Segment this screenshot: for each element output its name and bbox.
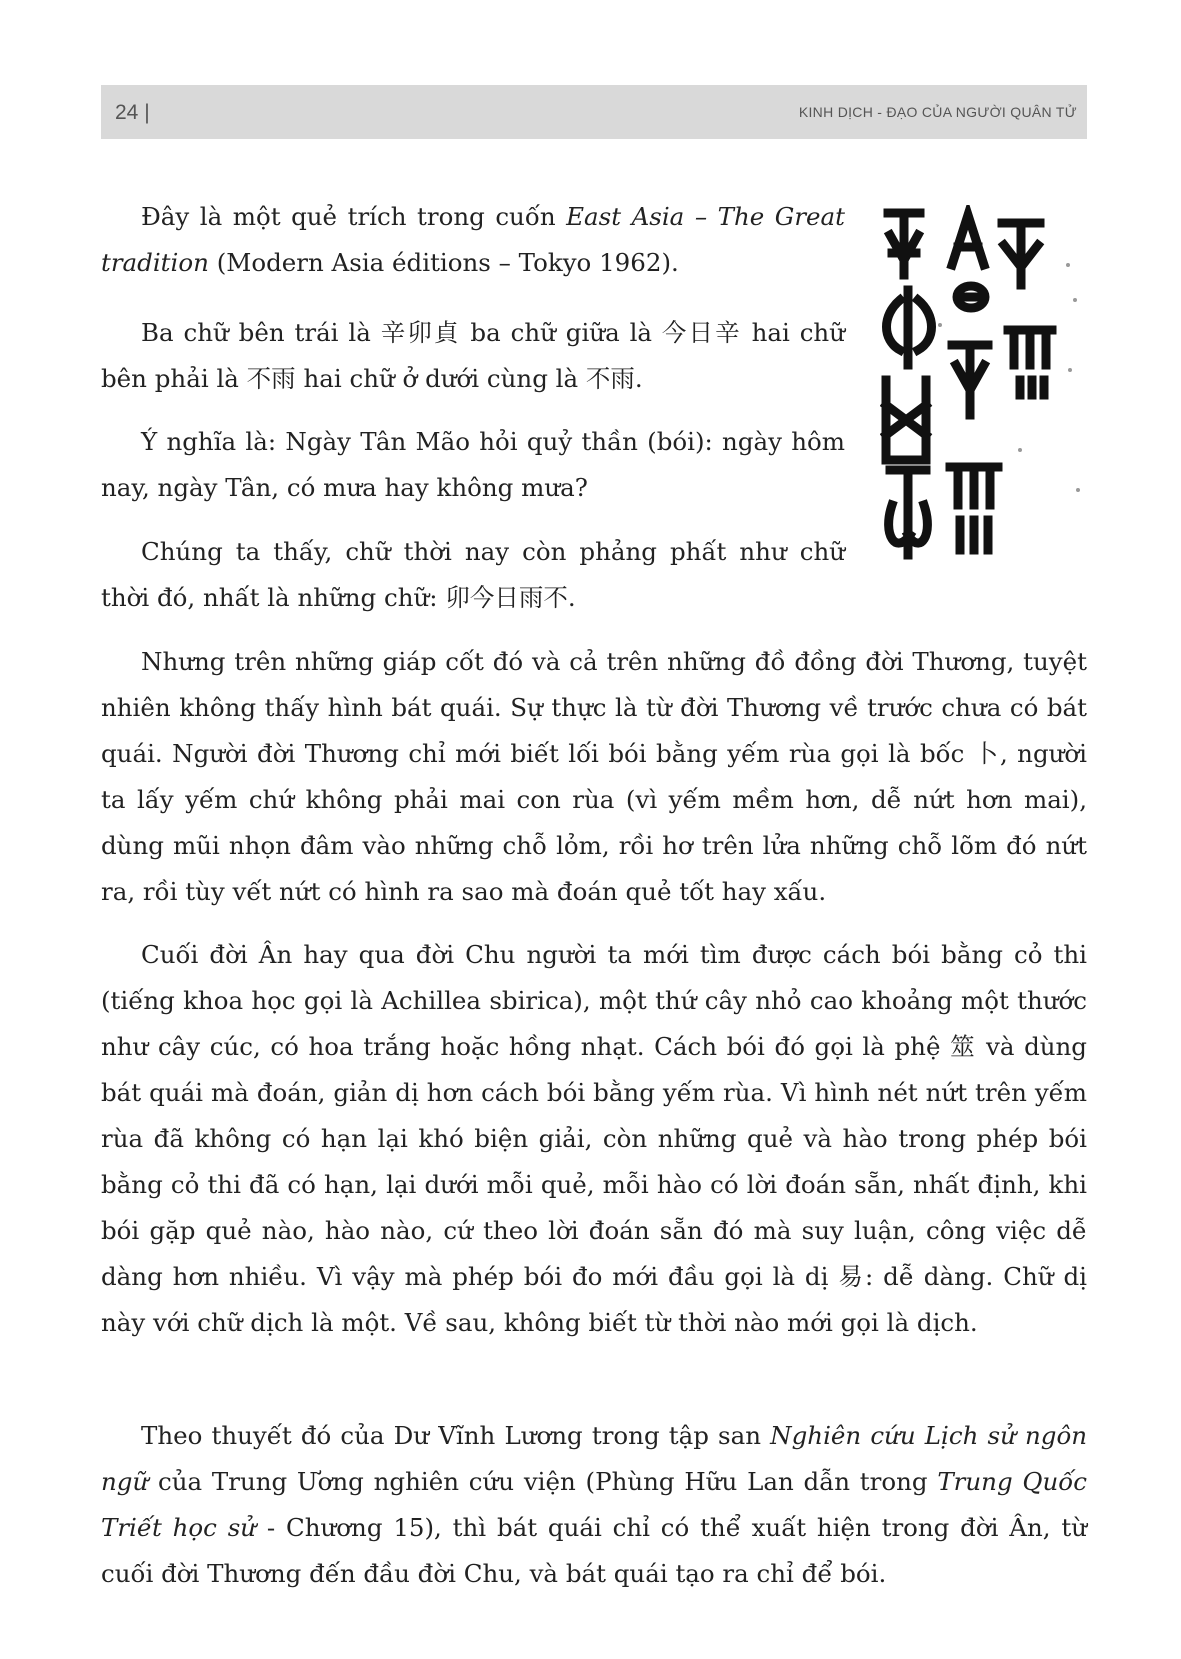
paragraph-4 — [101, 529, 845, 621]
running-header — [101, 85, 1087, 139]
paragraph-1 — [101, 194, 845, 286]
page-number: 24 | — [115, 101, 150, 124]
paragraph-7 — [101, 1413, 1087, 1597]
p3-text: Ý nghĩa là: Ngày Tân Mão hỏi quỷ thần (bói): ngày hôm nay, ngày Tân, có mưa hay không mưa? — [101, 427, 845, 502]
p2-text: Ba chữ bên trái là 辛卯貞 ba chữ giữa là 今日辛 hai chữ bên phải là 不雨 hai chữ ở dưới cùng là 不雨. — [101, 318, 845, 393]
oracle-glyph-mao — [887, 290, 932, 365]
p1-book-title: East Asia – The Great tradition — [101, 202, 846, 277]
p7-text-a: Theo thuyết đó của Dư Vĩnh Lương trong tập san — [141, 1421, 771, 1450]
p4-text: Chúng ta thấy, chữ thời nay còn phảng phất như chữ thời đó, nhất là những chữ: 卯今日雨不. — [101, 537, 845, 612]
oracle-glyph-bu — [1002, 223, 1040, 285]
running-title: KINH DỊCH - ĐẠO CỦA NGƯỜI QUÂN TỬ — [798, 104, 1077, 120]
p1-text-a: Đây là một quẻ trích trong cuốn — [141, 202, 567, 231]
p7-book-title: Trung Quốc Triết học sử — [101, 1467, 1087, 1542]
p6-text: Cuối đời Ân hay qua đời Chu người ta mới tìm được cách bói bằng cỏ thi (tiếng khoa học gọi là Achillea sbirica), một thứ cây nhỏ cao khoảng một thước như cây cúc, có hoa trắng hoặc hồng nhạt. Cách bói đó gọi là phệ 筮 và dùng bát quái mà đoán, giản dị hơn cách bói bằng yếm rùa. Vì hình nét nứt trên yếm rùa đã không có hạn lại khó biện giải, còn những quẻ và hào trong phép bói bằng cỏ thi đã có hạn, lại dưới mỗi quẻ, mỗi hào có lời đoán sẵn, nhất định, khi bói gặp quẻ nào, hào nào, cứ theo lời đoán sẵn đó mà suy luận, công việc dễ dàng hơn nhiều. Vì vậy mà phép bói đo mới đầu gọi là dị 易: dễ dàng. Chữ dị này với chữ dịch là một. Về sau, không biết từ thời nào mới gọi là dịch. — [101, 940, 1087, 1337]
oracle-glyph-xin-2 — [952, 345, 988, 415]
oracle-glyph-xin — [888, 213, 920, 275]
paragraph-3 — [101, 419, 845, 511]
oracle-glyph-jin — [952, 215, 984, 265]
p7-text-e: - Chương 15), thì bát quái chỉ có thể xuất hiện trong đời Ân, từ cuối đời Thương đến đầu đời Chu, và bát quái tạo ra chỉ để bói. — [101, 1513, 1087, 1588]
oracle-glyph-bu-2 — [889, 470, 928, 555]
p7-text-c: của Trung Ương nghiên cứu viện (Phùng Hữu Lan dẫn trong — [148, 1467, 938, 1496]
oracle-glyph-yu-2 — [950, 467, 998, 550]
oracle-bone-inscription-image — [880, 205, 1090, 605]
oracle-glyph-yu — [1008, 330, 1052, 395]
oracle-glyph-zhen — [886, 380, 926, 460]
p7-journal-title: Nghiên cứu Lịch sử ngôn ngữ — [101, 1421, 1087, 1496]
paragraph-6 — [101, 932, 1087, 1346]
paragraph-5 — [101, 639, 1087, 915]
paragraph-2 — [101, 310, 845, 402]
p1-text-c: (Modern Asia éditions – Tokyo 1962). — [208, 248, 679, 277]
p5-text: Nhưng trên những giáp cốt đó và cả trên những đồ đồng đời Thương, tuyệt nhiên không thấy hình bát quái. Sự thực là từ đời Thương về trước chưa có bát quái. Người đời Thương chỉ mới biết lối bói bằng yếm rùa gọi là bốc 卜, người ta lấy yếm chứ không phải mai con rùa (vì yếm mềm hơn, dễ nứt hơn mai), dùng mũi nhọn đâm vào những chỗ lỏm, rồi hơ trên lửa những chỗ lõm đó nứt ra, rồi tùy vết nứt có hình ra sao mà đoán quẻ tốt hay xấu. — [101, 647, 1087, 906]
oracle-glyph-ri — [957, 286, 985, 308]
